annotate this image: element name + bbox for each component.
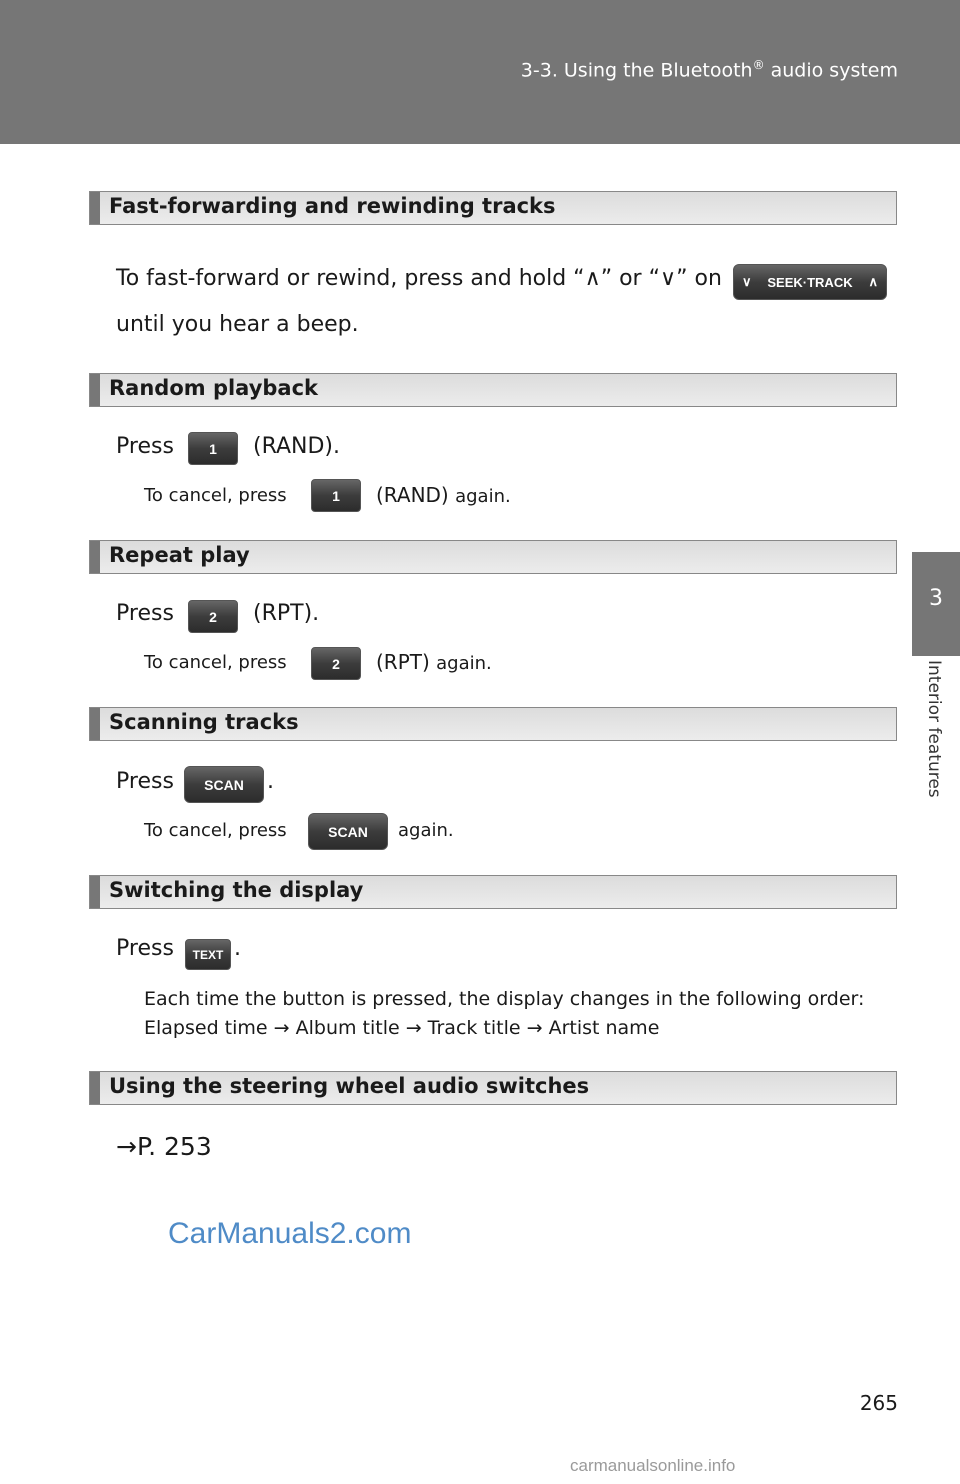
page-header [0, 0, 960, 144]
chevron-down-icon: ∨ [742, 274, 752, 289]
section-repeat-heading: Repeat play [89, 540, 897, 574]
scan-button-cancel[interactable]: SCAN [308, 813, 388, 850]
chevron-up-icon: ∧ [868, 274, 878, 289]
section-random-heading: Random playback [89, 373, 897, 407]
chapter-tab [912, 552, 960, 656]
section-scan-heading: Scanning tracks [89, 707, 897, 741]
text-button[interactable]: TEXT [185, 939, 231, 970]
repeat-press-text: Press [116, 601, 174, 626]
random-cancel-rand: (RAND) again. [376, 483, 511, 507]
chapter-number: 3 [929, 586, 943, 611]
random-rand-label: (RAND). [253, 434, 341, 459]
header-title: 3-3. Using the Bluetooth® audio system [520, 58, 898, 82]
scan-press-text: Press [116, 769, 174, 794]
ff-instruction-line2: until you hear a beep. [116, 312, 359, 337]
section-steering-heading: Using the steering wheel audio switches [89, 1071, 897, 1105]
scan-period: . [267, 769, 274, 794]
display-desc-line1: Each time the button is pressed, the display changes in the following order: [144, 988, 865, 1010]
seek-track-button[interactable]: ∨ SEEK·TRACK ∧ [733, 264, 887, 300]
section-display-heading: Switching the display [89, 875, 897, 909]
random-cancel-text: To cancel, press [144, 485, 287, 506]
button-1-rand[interactable]: 1 [188, 432, 238, 465]
page-number: 265 [859, 1391, 898, 1415]
section-fast-forward-heading: Fast-forwarding and rewinding tracks [89, 191, 897, 225]
footer-watermark: carmanualsonline.info [570, 1456, 736, 1475]
steering-page-reference[interactable]: →P. 253 [116, 1132, 212, 1161]
button-1-rand-cancel[interactable]: 1 [311, 479, 361, 512]
repeat-cancel-text: To cancel, press [144, 652, 287, 673]
scan-button[interactable]: SCAN [184, 766, 264, 803]
repeat-cancel-rpt: (RPT) again. [376, 650, 492, 674]
repeat-rpt-label: (RPT). [253, 601, 320, 626]
display-desc-line2: Elapsed time → Album title → Track title → Artist name [144, 1017, 660, 1039]
scan-cancel-text: To cancel, press [144, 820, 287, 841]
button-2-rpt[interactable]: 2 [188, 600, 238, 633]
display-period: . [234, 936, 241, 961]
display-press-text: Press [116, 936, 174, 961]
random-press-text: Press [116, 434, 174, 459]
button-2-rpt-cancel[interactable]: 2 [311, 647, 361, 680]
watermark-logo: CarManuals2.com [168, 1217, 412, 1250]
ff-instruction-line1: To fast-forward or rewind, press and hold “∧” or “∨” on [116, 266, 722, 291]
scan-cancel-again: again. [398, 820, 454, 841]
